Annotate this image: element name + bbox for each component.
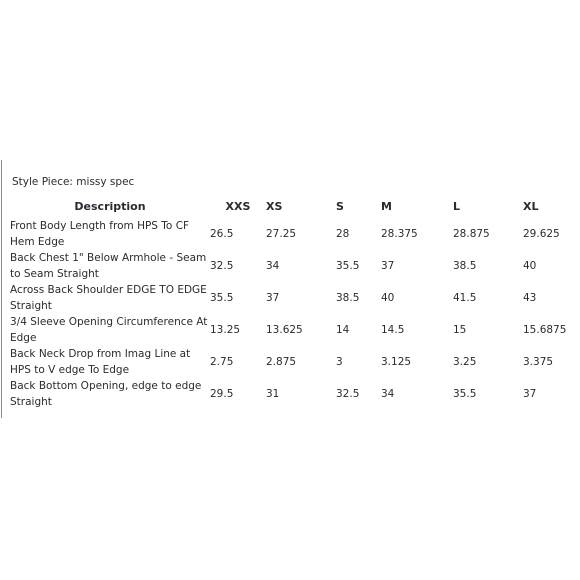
cell-m: 34 <box>381 388 395 400</box>
column-header-xl: XL <box>523 200 539 213</box>
cell-xl: 15.6875 <box>523 324 567 336</box>
cell-xs: 2.875 <box>266 356 297 368</box>
cell-xs: 34 <box>266 260 280 272</box>
table-row <box>10 346 578 378</box>
row-description: Back Bottom Opening, edge to edge Straight <box>10 380 202 408</box>
table-row <box>10 250 578 282</box>
row-description: Across Back Shoulder EDGE TO EDGE Straight <box>10 284 207 312</box>
row-description: Back Neck Drop from Imag Line at HPS to V edge To Edge <box>10 348 191 376</box>
cell-xl: 43 <box>523 292 537 304</box>
row-description: Front Body Length from HPS To CF Hem Edge <box>10 220 190 248</box>
table-row <box>10 314 578 346</box>
cell-xs: 27.25 <box>266 228 297 240</box>
cell-s: 32.5 <box>336 388 360 400</box>
cell-xxs: 32.5 <box>210 260 234 272</box>
row-description: Back Chest 1" Below Armhole - Seam to Seam Straight <box>10 252 207 280</box>
cell-xl: 40 <box>523 260 537 272</box>
column-header-s: S <box>336 200 344 213</box>
cell-m: 14.5 <box>381 324 405 336</box>
header-row <box>10 196 578 218</box>
cell-xl: 37 <box>523 388 537 400</box>
style-piece-label: Style Piece: missy spec <box>12 176 135 188</box>
cell-xs: 13.625 <box>266 324 303 336</box>
column-header-xxs: XXS <box>225 200 251 213</box>
column-header-description: Description <box>74 200 146 213</box>
cell-xs: 37 <box>266 292 280 304</box>
cell-s: 3 <box>336 356 343 368</box>
cell-m: 37 <box>381 260 395 272</box>
cell-s: 38.5 <box>336 292 360 304</box>
cell-m: 3.125 <box>381 356 412 368</box>
cell-s: 14 <box>336 324 350 336</box>
cell-s: 28 <box>336 228 350 240</box>
cell-xl: 3.375 <box>523 356 554 368</box>
cell-m: 40 <box>381 292 395 304</box>
spec-table <box>10 196 578 410</box>
column-header-m: M <box>381 200 392 213</box>
cell-l: 3.25 <box>453 356 477 368</box>
cell-l: 15 <box>453 324 467 336</box>
cell-xxs: 13.25 <box>210 324 241 336</box>
column-header-xs: XS <box>266 200 283 213</box>
cell-l: 35.5 <box>453 388 477 400</box>
cell-xxs: 29.5 <box>210 388 234 400</box>
table-row <box>10 218 578 250</box>
table-row <box>10 378 578 410</box>
cell-xxs: 35.5 <box>210 292 234 304</box>
cell-xxs: 2.75 <box>210 356 234 368</box>
cell-xs: 31 <box>266 388 280 400</box>
cell-l: 28.875 <box>453 228 490 240</box>
spec-table-viewport <box>0 196 580 417</box>
cell-s: 35.5 <box>336 260 360 272</box>
column-header-l: L <box>453 200 461 213</box>
table-row <box>10 282 578 314</box>
row-description: 3/4 Sleeve Opening Circumference At Edge <box>10 316 208 344</box>
cell-l: 41.5 <box>453 292 477 304</box>
cell-m: 28.375 <box>381 228 418 240</box>
cell-l: 38.5 <box>453 260 477 272</box>
cell-xxs: 26.5 <box>210 228 234 240</box>
cell-xl: 29.625 <box>523 228 560 240</box>
